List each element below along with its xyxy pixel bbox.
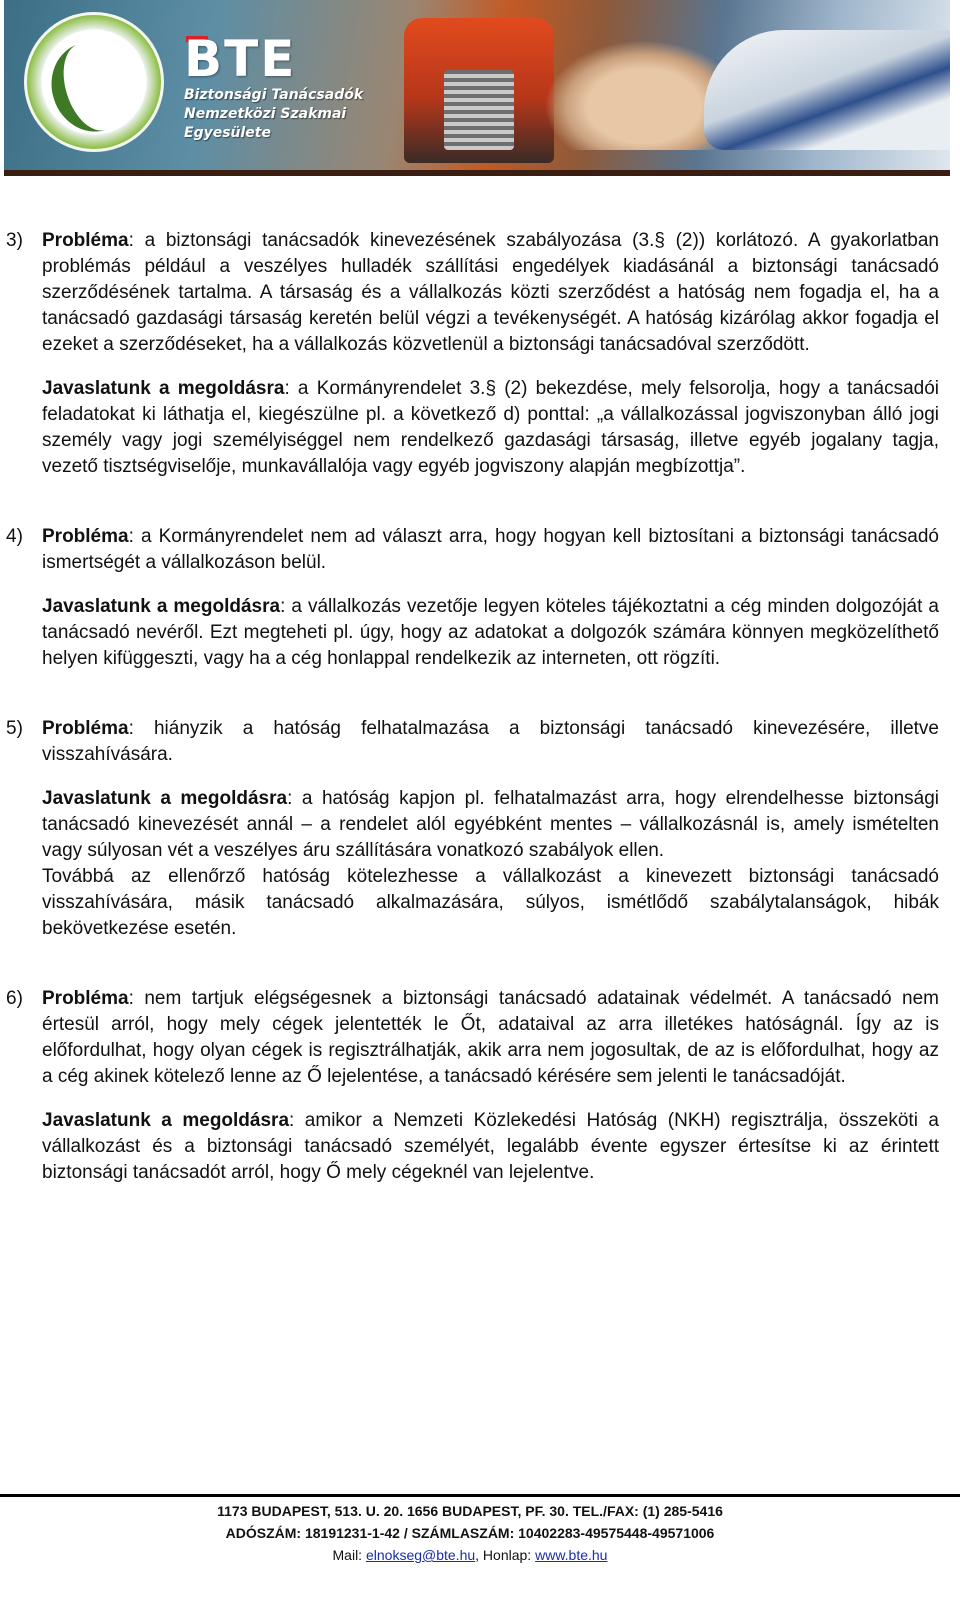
problem-label: Probléma xyxy=(42,988,129,1009)
banner-divider xyxy=(4,170,950,176)
item-number: 6) xyxy=(6,988,23,1009)
email-link[interactable]: elnokseg@bte.hu xyxy=(365,1547,476,1563)
problem-paragraph xyxy=(42,716,939,768)
problem-paragraph xyxy=(42,228,939,358)
truck-grill-image xyxy=(444,70,514,150)
web-label: , Honlap: xyxy=(475,1547,536,1563)
problem-text: : hiányzik a hatóság felhatalmazása a biztonsági tanácsadó kinevezésére, illetve visszahívására. xyxy=(42,718,939,765)
item-number: 5) xyxy=(6,718,23,739)
logo-title: BTE xyxy=(184,30,297,88)
mail-label: Mail: xyxy=(332,1547,366,1563)
extra-paragraph: Továbbá az ellenőrző hatóság kötelezhesse a vállalkozást a kinevezett biztonsági tanácsadó visszahívására, másik tanácsadó alkalmazására, súlyos, ismétlődő szabálytalanságok, hibák bekövetkezése esetén. xyxy=(42,866,939,939)
item-number: 4) xyxy=(6,526,23,547)
problem-text: : nem tartjuk elégségesnek a biztonsági tanácsadó adatainak védelmét. A tanácsadó nem értesül arról, hogy mely cégek jelentették le Őt, adataival az arra illetékes hatóságnál. Így az is előfordulhat, hogy olyan cégek is regisztrálhatják, akik arra nem jogosultak, de az is előfordulhat, hogy az a cég akinek kötelező lenne az Ő lejelentése, a tanácsadó kérésére sem jelenti le tanácsadóját. xyxy=(42,988,939,1087)
solution-label: Javaslatunk a megoldásra xyxy=(42,1110,290,1131)
solution-paragraph xyxy=(42,376,939,480)
solution-paragraph xyxy=(42,786,939,864)
logo-subtitle-line: Biztonsági Tanácsadók xyxy=(184,87,364,103)
problem-text: : a biztonsági tanácsadók kinevezésének szabályozása (3.§ (2)) korlátozó. A gyakorlatban problémás például a veszélyes hulladék szállítási engedélyek kiadásánál a biztonsági tanácsadó szerződésének tartalma. A társaság és a vállalkozás közti szerződést a hatóság nem fogadja el, ha a tanácsadó gazdasági társaság keretén belül végzi a tevékenységét. A hatóság kizárólag akkor fogadja el ezeket a szerződéseket, ha a vállalkozás közvetlenül a biztonsági tanácsadóval szerződött. xyxy=(42,230,939,355)
problem-label: Probléma xyxy=(42,230,129,251)
problem-text: : a Kormányrendelet nem ad választ arra, hogy hogyan kell biztosítani a biztonsági tanácsadó ismertségét a vállalkozáson belül. xyxy=(42,526,939,573)
solution-label: Javaslatunk a megoldásra xyxy=(42,596,281,617)
problem-paragraph xyxy=(42,524,939,576)
solution-label: Javaslatunk a megoldásra xyxy=(42,378,285,399)
solution-text: : amikor a Nemzeti Közlekedési Hatóság (NKH) regisztrálja, összeköti a vállalkozást és a biztonsági tanácsadó személyét, legalább évente egyszer értesítse ki az érintett biztonsági tanácsadót arról, hogy Ő mely cégeknél van lejelentve. xyxy=(42,1110,939,1183)
logo-subtitle-line: Egyesülete xyxy=(184,125,271,141)
footer-divider xyxy=(0,1494,960,1497)
footer-contact xyxy=(0,1544,940,1566)
solution-text: : a hatóság kapjon pl. felhatalmazást arra, hogy elrendelhesse biztonsági tanácsadó kinevezését annál – a rendelet alól egyébként mentes – vállalkozásnál is, amely ismételten vagy súlyosan vét a veszélyes áru szállítására vonatkozó szabályok ellen. xyxy=(42,788,939,861)
list-item xyxy=(6,228,939,480)
footer xyxy=(0,1500,940,1566)
list-item xyxy=(6,986,939,1186)
list-item xyxy=(6,716,939,942)
list-item xyxy=(6,524,939,672)
footer-tax-info: ADÓSZÁM: 18191231-1-42 / SZÁMLASZÁM: 10402283-49575448-49571006 xyxy=(225,1525,715,1541)
solution-text: : a vállalkozás vezetője legyen köteles tájékoztatni a cég minden dolgozóját a tanácsadó nevéről. Ezt megteheti pl. úgy, hogy az adatokat a dolgozók számára könnyen megközelíthető helyen kifüggeszti, vagy ha a cég honlappal rendelkezik az interneten, ott rögzíti. xyxy=(42,596,939,669)
logo-subtitle-line: Nemzetközi Szakmai xyxy=(184,106,347,122)
logo-subtitle xyxy=(184,86,363,143)
solution-label: Javaslatunk a megoldásra xyxy=(42,788,288,809)
item-number: 3) xyxy=(6,230,23,251)
solution-text: : a Kormányrendelet 3.§ (2) bekezdése, mely felsorolja, hogy a tanácsadói feladatokat ki láthatja el, kiegészülne pl. a következő d) ponttal: „a vállalkozással jogviszonyban álló jogi személy vagy jogi személyiséggel nem rendelkező gazdasági társaság, illetve egyéb jogalany tagja, vezető tisztségviselője, munkavállalója vagy egyéb jogviszony alapján megbízottja”. xyxy=(42,378,939,477)
problem-paragraph xyxy=(42,986,939,1090)
document-body xyxy=(6,228,939,1186)
problem-label: Probléma xyxy=(42,718,129,739)
problem-label: Probléma xyxy=(42,526,129,547)
solution-paragraph xyxy=(42,594,939,672)
footer-address: 1173 BUDAPEST, 513. U. 20. 1656 BUDAPEST, PF. 30. TEL./FAX: (1) 285-5416 xyxy=(217,1503,723,1519)
website-link[interactable]: www.bte.hu xyxy=(535,1547,608,1563)
header-banner xyxy=(4,0,950,170)
solution-paragraph xyxy=(42,1108,939,1186)
train-image xyxy=(704,30,950,150)
